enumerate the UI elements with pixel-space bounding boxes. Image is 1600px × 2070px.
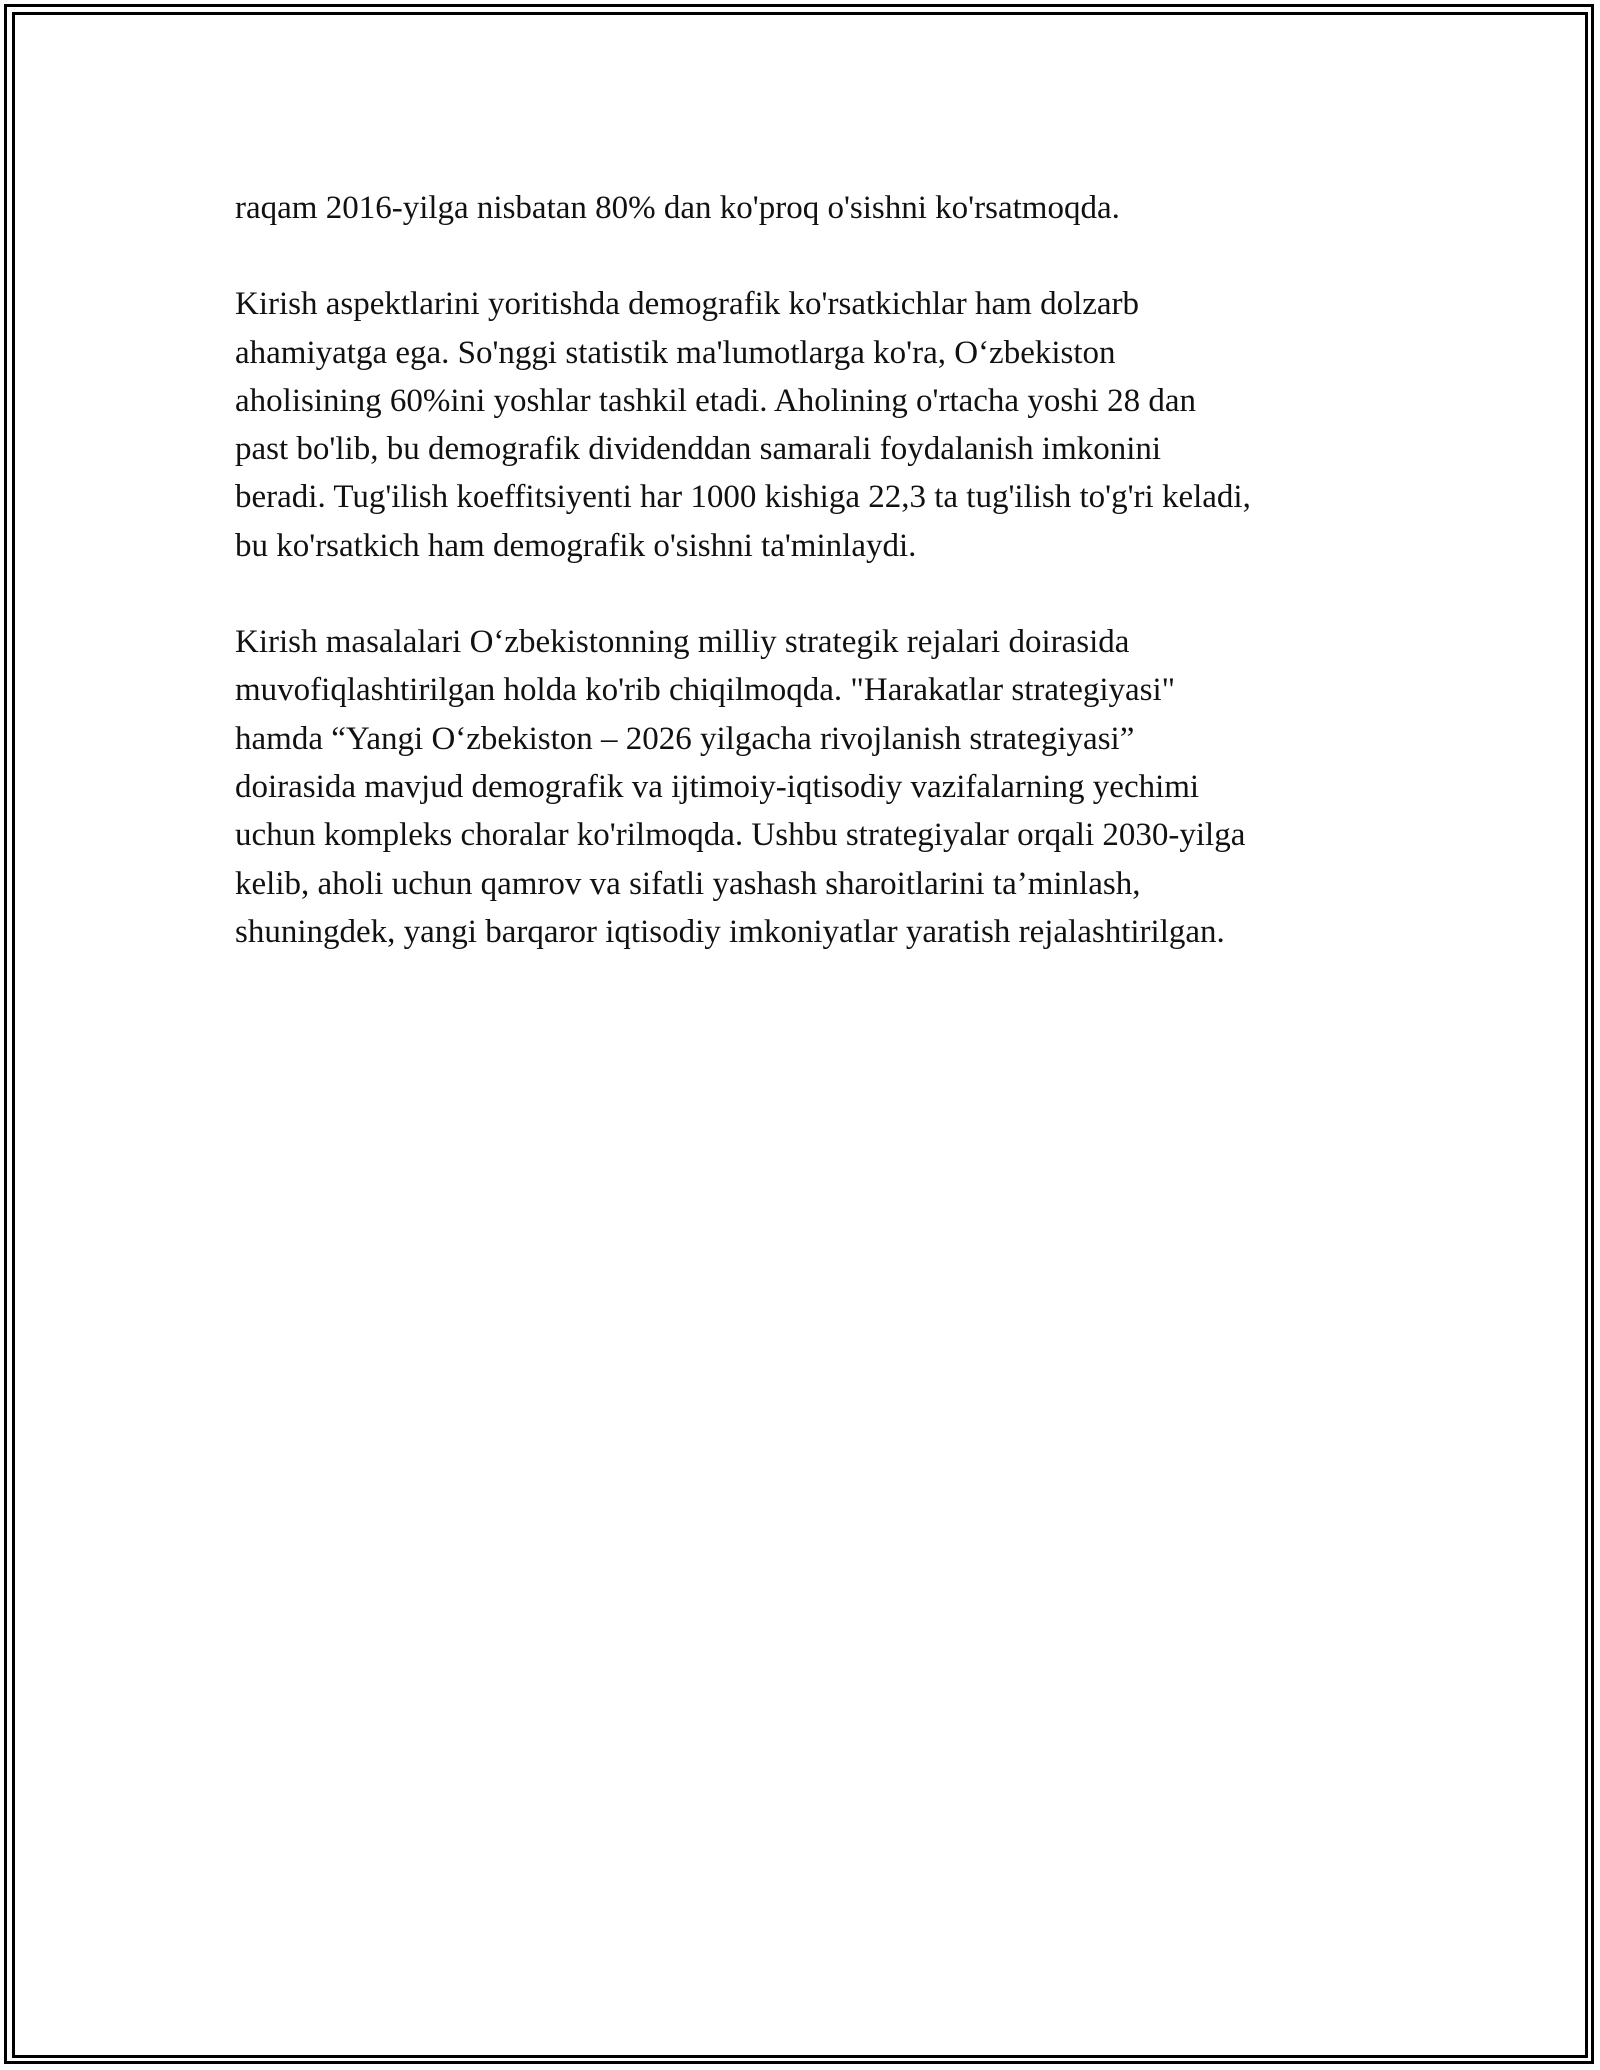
- paragraph-spacer: [235, 232, 1385, 280]
- paragraph-spacer: [235, 570, 1385, 618]
- paragraph-demographics: Kirish aspektlarini yoritishda demografik ko'rsatkichlar ham dolzarb ahamiyatga ega. So'nggi statistik ma'lumotlarga ko'ra, O‘zbekiston aholisining 60%ini yoshlar tashkil etadi. Aholining o'rtacha yoshi 28 dan past bo'lib, bu demografik dividenddan samarali foydalanish imkonini beradi. Tug'ilish koeffitsiyenti har 1000 kishiga 22,3 ta tug'ilish to'g'ri keladi, bu ko'rsatkich ham demografik o'sishni ta'minlaydi.: [235, 286, 1251, 564]
- document-body: [235, 184, 1385, 956]
- paragraph-continuation: raqam 2016-yilga nisbatan 80% dan ko'proq o'sishni ko'rsatmoqda.: [235, 190, 1120, 226]
- paragraph-strategy: Kirish masalalari O‘zbekistonning milliy strategik rejalari doirasida muvofiqlashtirilgan holda ko'rib chiqilmoqda. "Harakatlar strategiyasi" hamda “Yangi O‘zbekiston – 2026 yilgacha rivojlanish strategiyasi” doirasida mavjud demografik va ijtimoiy-iqtisodiy vazifalarning yechimi uchun kompleks choralar ko'rilmoqda. Ushbu strategiyalar orqali 2030-yilga kelib, aholi uchun qamrov va sifatli yashash sharoitlarini ta’minlash, shuningdek, yangi barqaror iqtisodiy imkoniyatlar yaratish rejalashtirilgan.: [235, 624, 1246, 950]
